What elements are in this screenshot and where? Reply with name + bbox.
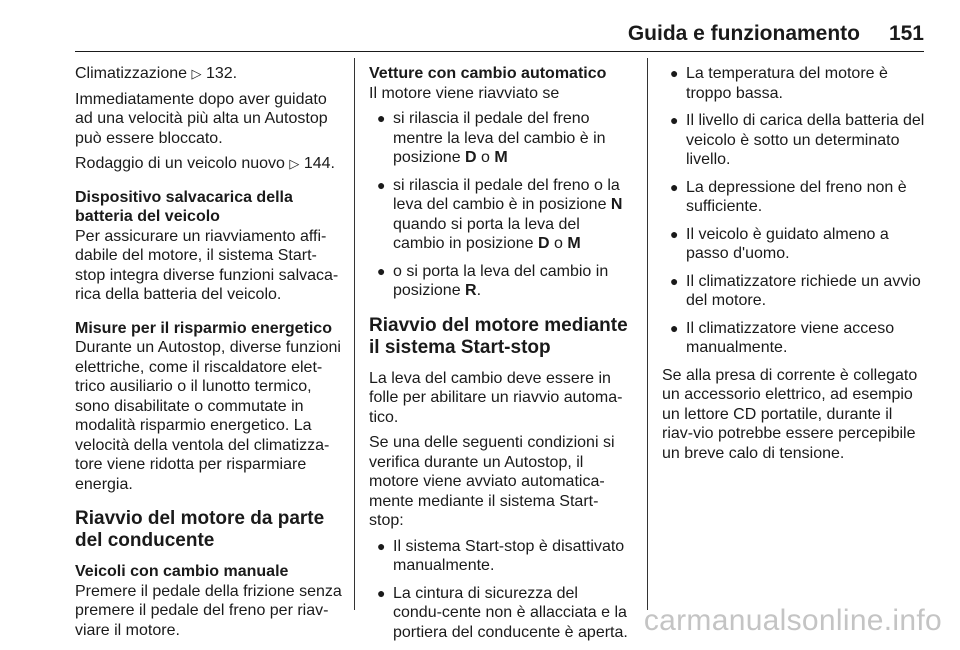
column-1 — [75, 64, 343, 646]
bullet-icon: ● — [377, 262, 386, 279]
list-item: ● si rilascia il pedale del freno mentre la leva del cambio è in posizione D o M — [377, 110, 606, 166]
reference-arrow-icon: ▷ — [289, 156, 300, 171]
bullet-icon: ● — [670, 319, 679, 336]
section-heading: Riavvio del motore da parte del conducente — [75, 508, 325, 551]
bullet-icon: ● — [670, 178, 679, 195]
bullet-icon: ● — [377, 537, 386, 554]
column-2 — [369, 64, 631, 650]
paragraph: Premere il pedale della frizione senza premere il pedale del freno per riav-viare il motore. — [75, 582, 342, 639]
page-header — [0, 0, 960, 52]
list-item: ● Il climatizzatore richiede un avvio del motore. — [670, 272, 921, 309]
column-divider-2 — [647, 58, 648, 610]
list-item: ● Il livello di carica della batteria del veicolo è sotto un determinato livello. — [670, 112, 925, 168]
list-item: ● La depressione del freno non è sufficiente. — [670, 178, 907, 215]
list-item: ● Il veicolo è guidato almeno a passo d'uomo. — [670, 225, 889, 262]
paragraph: Se alla presa di corrente è collegato un accessorio elettrico, ad esempio un lettore CD portatile, durante il riav-vio potrebbe essere percepibile un breve calo di tensione. — [662, 366, 918, 462]
column-3 — [662, 64, 927, 469]
bullet-icon: ● — [377, 584, 386, 601]
paragraph: Rodaggio di un veicolo nuovo ▷ 144. — [75, 155, 335, 172]
bullet-list — [369, 109, 631, 301]
paragraph: Per assicurare un riavviamento affi-dabile del motore, il sistema Start-stop integra diverse funzioni salvaca-rica della batteria del veicolo. — [75, 227, 339, 303]
list-item: ● La temperatura del motore è troppo bassa. — [670, 65, 888, 102]
page-reference[interactable]: 132. — [205, 65, 238, 82]
paragraph: Climatizzazione ▷ 132. — [75, 65, 238, 82]
paragraph: Immediatamente dopo aver guidato ad una velocità più alta un Autostop può essere bloccato. — [75, 90, 328, 147]
list-item: ● Il sistema Start-stop è disattivato manualmente. — [377, 537, 625, 574]
bullet-icon: ● — [670, 225, 679, 242]
bullet-icon: ● — [670, 65, 679, 81]
bullet-icon: ● — [377, 110, 386, 126]
paragraph: Se una delle seguenti condizioni si verifica durante un Autostop, il motore viene avviato automatica-mente mediante il sistema Start-stop: — [369, 434, 615, 529]
section-title: Guida e funzionamento — [627, 22, 860, 45]
paragraph: La leva del cambio deve essere in folle per abilitare un riavvio automa-tico. — [369, 369, 623, 426]
subheading: Misure per il risparmio energetico — [75, 319, 332, 337]
section-heading: Riavvio del motore mediante il sistema Start-stop — [369, 314, 628, 358]
header-divider — [75, 51, 924, 52]
list-item: ● Il climatizzatore viene acceso manualmente. — [670, 319, 895, 356]
paragraph: Durante un Autostop, diverse funzioni elettriche, come il riscaldatore elet-trico ausiliario o il lunotto termico, sono disabilitate o commutate in modalità risparmio energetico. La velocità della ventola del climatizza-tore viene ridotta per risparmiare energia. — [75, 339, 341, 493]
bullet-list — [369, 537, 631, 643]
page-reference[interactable]: 144. — [303, 155, 335, 172]
list-item: ● si rilascia il pedale del freno o la leva del cambio è in posizione N quando si porta la leva del cambio in posizione D o M — [377, 176, 623, 252]
watermark: carmanualsonline.info — [643, 604, 942, 637]
page-number: 151 — [888, 22, 924, 45]
bullet-icon: ● — [670, 272, 679, 289]
bullet-icon: ● — [377, 176, 386, 193]
paragraph: Il motore viene riavviato se — [369, 84, 560, 102]
bullet-icon: ● — [670, 112, 679, 128]
column-divider-1 — [354, 58, 355, 610]
list-item: ● La cintura di sicurezza del condu-cente non è allacciata e la portiera del conducente è aperta. — [377, 584, 628, 641]
bullet-list — [662, 64, 927, 358]
subheading: Veicoli con cambio manuale — [75, 563, 289, 580]
reference-arrow-icon: ▷ — [191, 66, 202, 81]
subheading: Dispositivo salvacarica della batteria del veicolo — [75, 188, 293, 225]
subheading: Vetture con cambio automatico — [369, 65, 607, 82]
list-item: ● o si porta la leva del cambio in posizione R. — [377, 262, 609, 299]
